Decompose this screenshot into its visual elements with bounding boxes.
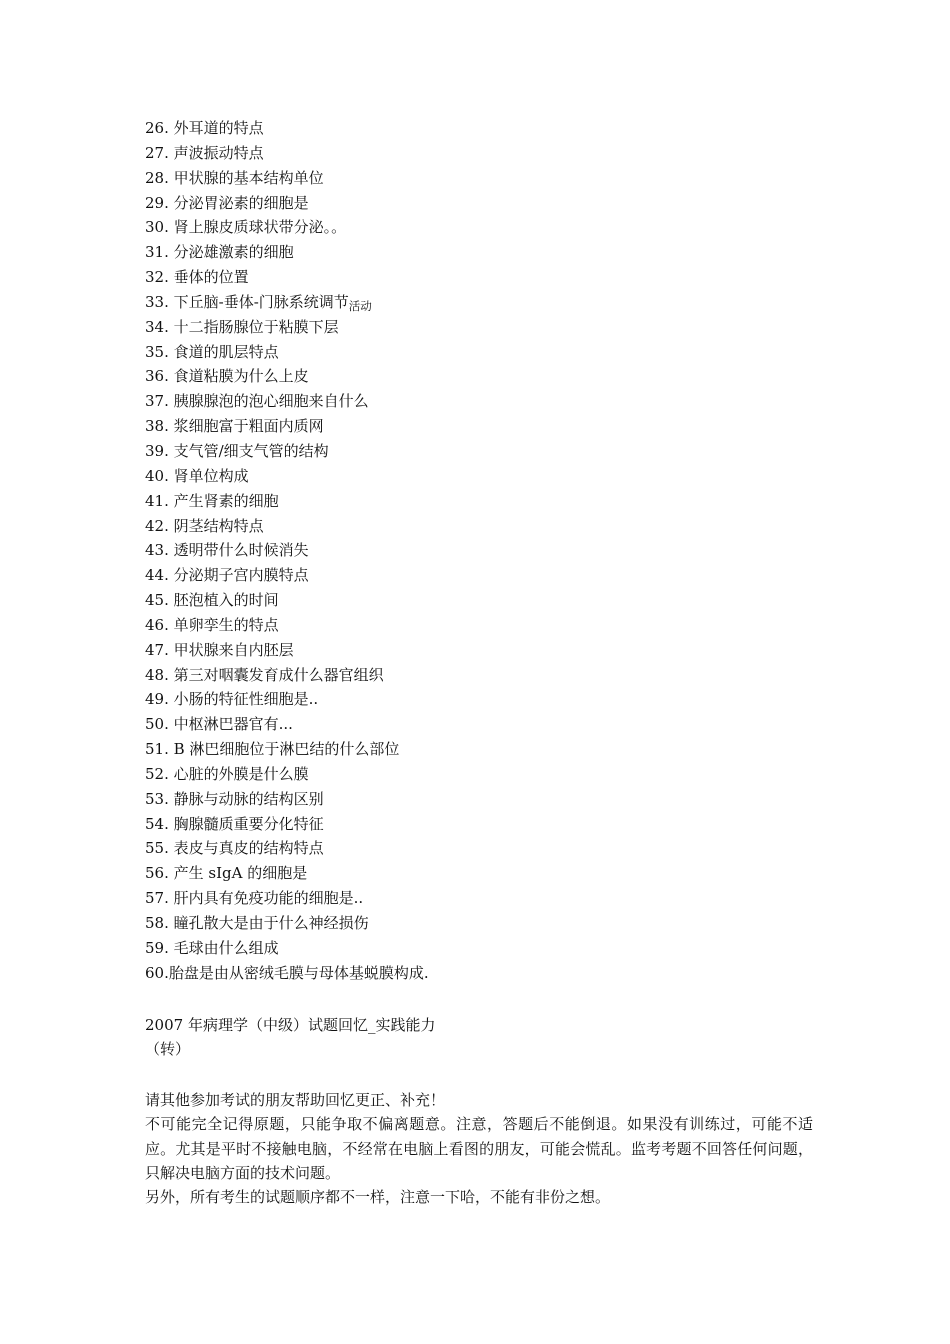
list-item: 56. 产生 sIgA 的细胞是 — [145, 864, 308, 883]
list-item: 46. 单卵孪生的特点 — [145, 615, 279, 634]
list-item: 47. 甲状腺来自内胚层 — [145, 640, 294, 659]
list-item-suffix: 活动 — [348, 298, 372, 313]
list-item: 30. 肾上腺皮质球状带分泌。。 — [145, 218, 347, 237]
question-list — [145, 116, 825, 986]
list-item: 50. 中枢淋巴器官有... — [145, 715, 293, 734]
list-item: 36. 食道粘膜为什么上皮 — [145, 367, 309, 386]
list-item: 34. 十二指肠腺位于粘膜下层 — [145, 317, 339, 336]
list-item: 48. 第三对咽囊发育成什么器官组织 — [145, 665, 384, 684]
list-item: 28. 甲状腺的基本结构单位 — [145, 168, 324, 187]
list-item-text: 33. 下丘脑-垂体-门脉系统调节 — [145, 292, 349, 311]
list-item: 27. 声波振动特点 — [145, 143, 264, 162]
list-item: 55. 表皮与真皮的结构特点 — [145, 839, 324, 858]
list-item: 49. 小肠的特征性细胞是.. — [145, 690, 319, 709]
notes-paragraph: 请其他参加考试的朋友帮助回忆更正、补充！ — [145, 1091, 446, 1109]
heading-title: 2007 年病理学（中级）试题回忆_实践能力 — [145, 1016, 436, 1034]
list-item: 38. 浆细胞富于粗面内质网 — [145, 417, 324, 436]
list-item: 51. B 淋巴细胞位于淋巴结的什么部位 — [145, 740, 400, 759]
list-item: 53. 静脉与动脉的结构区别 — [145, 789, 324, 808]
section-heading — [145, 1013, 825, 1061]
notes-paragraph: 另外，所有考生的试题顺序都不一样，注意一下哈，不能有非份之想。 — [145, 1188, 611, 1207]
notes-section — [145, 1088, 813, 1209]
list-item: 32. 垂体的位置 — [145, 268, 249, 287]
list-item: 52. 心脏的外膜是什么膜 — [145, 764, 309, 783]
list-item: 40. 肾单位构成 — [145, 466, 249, 485]
list-item: 43. 透明带什么时候消失 — [145, 541, 309, 560]
list-item: 57. 肝内具有免疫功能的细胞是.. — [145, 889, 364, 908]
list-item: 35. 食道的肌层特点 — [145, 342, 279, 361]
list-item: 39. 支气管/细支气管的结构 — [145, 441, 329, 460]
list-item: 29. 分泌胃泌素的细胞是 — [145, 193, 309, 212]
list-item: 44. 分泌期子宫内膜特点 — [145, 566, 309, 585]
list-item: 37. 胰腺腺泡的泡心细胞来自什么 — [145, 392, 369, 411]
heading-source: （转） — [145, 1040, 191, 1058]
list-item — [145, 290, 825, 315]
list-item: 54. 胸腺髓质重要分化特征 — [145, 814, 324, 833]
list-item: 26. 外耳道的特点 — [145, 119, 264, 137]
list-item: 45. 胚泡植入的时间 — [145, 591, 279, 610]
list-item: 31. 分泌雄激素的细胞 — [145, 243, 294, 262]
list-item: 60.胎盘是由从密绒毛膜与母体基蜕膜构成. — [145, 963, 429, 982]
list-item: 41. 产生肾素的细胞 — [145, 491, 279, 510]
list-item: 59. 毛球由什么组成 — [145, 938, 279, 957]
notes-paragraph: 不可能完全记得原题，只能争取不偏离题意。注意，答题后不能倒退。如果没有训练过，可能不适应。尤其是平时不接触电脑，不经常在电脑上看图的朋友，可能会慌乱。监考考题不回答任何问题，只解决电脑方面的技术问题。 — [145, 1115, 813, 1182]
list-item: 42. 阴茎结构特点 — [145, 516, 264, 535]
list-item: 58. 瞳孔散大是由于什么神经损伤 — [145, 914, 369, 932]
